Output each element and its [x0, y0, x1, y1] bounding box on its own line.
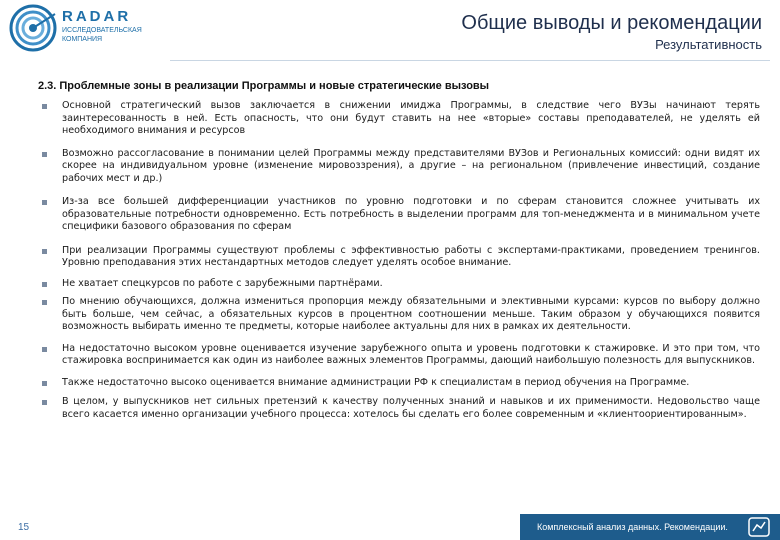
list-item — [40, 396, 760, 421]
bullet-list — [40, 100, 760, 421]
bullet-text: На недостаточно высоком уровне оценивается изучение зарубежного опыта и уровень подготовки к стажировке. И это при том, что стажировка воспринимается как один из наиболее важных элементов Программы, дающий наибольшую полезность для выпускников. — [62, 342, 760, 366]
section-heading: 2.3. Проблемные зоны в реализации Программы и новые стратегические вызовы — [38, 80, 490, 92]
bullet-marker-icon — [42, 347, 47, 352]
bullet-marker-icon — [42, 282, 47, 287]
page-number: 15 — [18, 522, 30, 533]
bullet-text: При реализации Программы существуют проблемы с эффективностью работы с экспертами-практиками, проведением тренингов. Уровню преподавания этих нестандартных методов следует уделять особое внимание. — [62, 244, 760, 268]
bullet-marker-icon — [42, 152, 47, 157]
bullet-text: По мнению обучающихся, должна измениться пропорция между обязательными и элективными курсами: курсов по выбору должно быть больше, чем сейчас, а обязательных курсов в процентном соотношении меньше. Таким образом у обучающихся появится возможность выбирать именно те предметы, которые наиболее актуальны для них в рамках их деятельности. — [62, 296, 760, 332]
page-title: Общие выводы и рекомендации — [461, 12, 762, 34]
footer-caption: Комплексный анализ данных. Рекомендации. — [537, 522, 728, 532]
radar-logo-icon — [4, 4, 62, 52]
list-item — [40, 100, 760, 138]
bullet-text: Также недостаточно высоко оценивается внимание администрации РФ к специалистам в период обучения на Программе. — [62, 376, 690, 388]
bullet-text: Основной стратегический вызов заключается в снижении имиджа Программы, в следствие чего ВУЗы начинают терять заинтересованность в ней. Есть опасность, что они будут ставить на нее «вторые» составы преподавателей, не уделять ей необходимого внимания и ресурсов — [62, 100, 760, 136]
header-divider — [170, 60, 770, 61]
footer-logo-icon — [748, 517, 770, 537]
list-item — [40, 148, 760, 186]
bullet-marker-icon — [42, 200, 47, 205]
bullet-text: Из-за все большей дифференциации участников по уровню подготовки и по сферам становится сложнее учитывать их образовательные потребности одновременно. Есть потребность в выделении программ для топ-менеджмента и в минимальном учете специфики базового образования по сферам — [62, 196, 760, 232]
header — [0, 0, 780, 60]
brand-subtitle: ИССЛЕДОВАТЕЛЬСКАЯ КОМПАНИЯ — [62, 27, 142, 43]
list-item — [40, 296, 760, 334]
bullet-marker-icon — [42, 104, 47, 109]
bullet-marker-icon — [42, 400, 47, 405]
page-subtitle: Результативность — [655, 37, 762, 52]
bullet-text: Не хватает спецкурсов по работе с зарубежными партнёрами. — [62, 277, 383, 289]
list-item — [40, 377, 760, 390]
bullet-marker-icon — [42, 381, 47, 386]
list-item — [40, 245, 760, 270]
bullet-marker-icon — [42, 300, 47, 305]
bullet-text: Возможно рассогласование в понимании целей Программы между представителями ВУЗов и Региональных комиссий: одни видят их скорее на индивидуальном уровне (изменение мировоззрения), а другие – на региональном (привлечение инвестиций, создание рабочих мест и др.) — [62, 147, 760, 184]
list-item — [40, 196, 760, 234]
list-item — [40, 343, 760, 368]
list-item — [40, 278, 760, 291]
brand-name: RADAR — [62, 8, 132, 25]
bullet-text: В целом, у выпускников нет сильных претензий к качеству полученных знаний и навыков и их применимости. Недовольство чаще всего касается именно организации учебного процесса: хотелось бы сделать его более современным и «клиентоориентированным». — [62, 396, 760, 420]
bullet-marker-icon — [42, 249, 47, 254]
